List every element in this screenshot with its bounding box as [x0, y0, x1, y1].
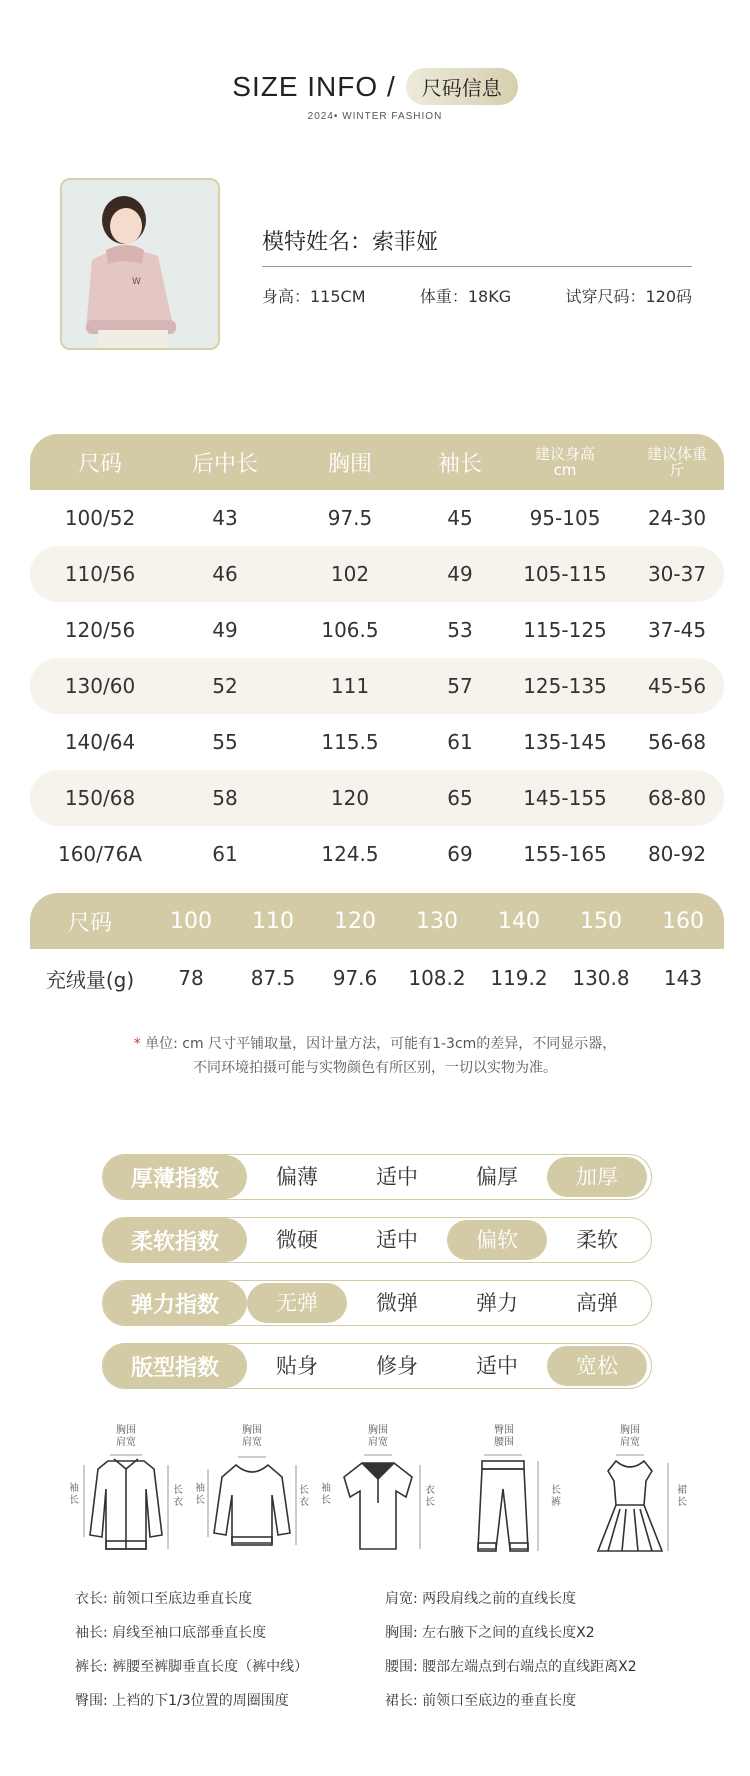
garment-left-label: 袖长	[69, 1483, 79, 1506]
index-option: 偏厚	[476, 1165, 518, 1189]
garment-right-label: 衣长	[425, 1485, 435, 1508]
table-cell: 46	[212, 562, 238, 586]
index-label: 厚薄指数	[103, 1155, 247, 1199]
garment-label: 臀围	[494, 1425, 514, 1436]
table-cell: 58	[212, 786, 238, 810]
table-cell: 125-135	[523, 674, 607, 698]
fill-header-label: 尺码	[67, 910, 112, 936]
garment-jacket	[68, 1425, 184, 1565]
index-option-selected: 偏软	[447, 1220, 547, 1260]
table-cell: 53	[447, 618, 473, 642]
table-cell: 145-155	[523, 786, 607, 810]
garment-left-label: 袖长	[321, 1483, 331, 1506]
page-header	[0, 68, 750, 122]
index-option: 高弹	[576, 1291, 618, 1315]
header-cell-height-label: 建议身高	[534, 445, 595, 463]
index-option: 微硬	[276, 1228, 318, 1252]
table-row	[30, 770, 724, 826]
index-option-selected: 加厚	[547, 1157, 647, 1197]
model-trial-size: 试穿尺码：120码	[565, 287, 692, 306]
index-option-selected: 宽松	[547, 1346, 647, 1386]
definition-item: 裤长: 裤腰至裤脚垂直长度（裤中线）	[75, 1659, 309, 1675]
fill-table-header	[30, 893, 724, 949]
table-cell: 49	[212, 618, 238, 642]
index-option: 偏薄	[276, 1165, 318, 1189]
jacket-icon	[68, 1425, 184, 1565]
fill-table-row	[30, 949, 724, 1007]
table-cell: 106.5	[321, 618, 379, 642]
table-cell: 57	[447, 674, 473, 698]
pants-icon	[446, 1425, 562, 1565]
size-table	[30, 434, 724, 882]
table-cell: 61	[212, 842, 238, 866]
table-cell: 30-37	[647, 562, 707, 586]
table-cell: 111	[330, 674, 370, 698]
table-cell: 24-30	[647, 506, 707, 530]
title-row	[0, 68, 750, 105]
garment-label: 肩宽	[620, 1437, 640, 1448]
header-cell-weight-unit: 斤	[669, 461, 685, 479]
definitions-right	[385, 1582, 637, 1718]
model-height: 身高：115CM	[262, 287, 366, 306]
definition-item: 袖长: 肩线至袖口底部垂直长度	[75, 1625, 267, 1641]
model-photo	[60, 178, 220, 350]
header-cell-weight	[630, 446, 724, 478]
index-row	[102, 1280, 652, 1326]
index-option: 适中	[376, 1165, 418, 1189]
table-cell: 43	[212, 506, 238, 530]
garment-sweater	[194, 1425, 310, 1565]
garment-label: 肩宽	[116, 1437, 136, 1448]
garment-dress	[572, 1425, 688, 1565]
fill-size: 120	[334, 908, 376, 934]
table-cell: 115.5	[321, 730, 379, 754]
divider	[262, 266, 692, 267]
table-cell: 52	[212, 674, 238, 698]
index-row	[102, 1154, 652, 1200]
header-cell: 尺码	[77, 451, 122, 477]
table-cell: 150/68	[64, 786, 136, 810]
index-option: 贴身	[276, 1354, 318, 1378]
garment-diagrams	[68, 1425, 688, 1565]
definition-item: 肩宽: 两段肩线之前的直线长度	[385, 1591, 577, 1607]
fill-size: 140	[498, 908, 540, 934]
index-option: 柔软	[576, 1228, 618, 1252]
note-line-1	[0, 1032, 750, 1056]
svg-text:W: W	[132, 277, 141, 287]
page-subtitle: 2024• WINTER FASHION	[307, 111, 443, 122]
fill-value: 97.6	[332, 966, 378, 990]
garment-left-label: 袖长	[195, 1483, 205, 1506]
fill-row-label: 充绒量(g)	[45, 967, 135, 992]
table-cell: 155-165	[523, 842, 607, 866]
table-cell: 49	[447, 562, 473, 586]
header-cell: 袖长	[437, 451, 482, 477]
size-table-header	[30, 434, 724, 490]
table-cell: 110/56	[64, 562, 136, 586]
fill-size: 150	[580, 908, 622, 934]
garment-label: 胸围	[116, 1425, 136, 1436]
definition-item: 裙长: 前领口至底边的垂直长度	[385, 1693, 577, 1709]
header-cell-height	[500, 446, 630, 478]
table-cell: 45-56	[647, 674, 707, 698]
index-option: 微弹	[376, 1291, 418, 1315]
note-line-2: 不同环境拍摄可能与实物颜色有所区别，一切以实物为准。	[193, 1060, 557, 1076]
index-row	[102, 1217, 652, 1263]
note-text-1: 单位: cm 尺寸平铺取量，因计量方法，可能有1-3cm的差异，不同显示器，	[145, 1036, 617, 1052]
garment-label: 胸围	[620, 1425, 640, 1436]
fill-value: 108.2	[408, 966, 466, 990]
table-cell: 130/60	[64, 674, 136, 698]
table-cell: 55	[212, 730, 238, 754]
garment-right-label: 裙长	[677, 1485, 687, 1508]
table-cell: 100/52	[64, 506, 136, 530]
model-illustration	[62, 180, 218, 348]
model-name: 模特姓名：索菲娅	[262, 230, 439, 255]
index-label: 弹力指数	[103, 1281, 247, 1325]
table-cell: 120/56	[64, 618, 136, 642]
garment-label: 肩宽	[242, 1437, 262, 1448]
table-cell: 69	[447, 842, 473, 866]
fill-value: 143	[663, 966, 703, 990]
table-cell: 105-115	[523, 562, 607, 586]
table-cell: 65	[447, 786, 473, 810]
garment-label: 肩宽	[368, 1437, 388, 1448]
garment-polo	[320, 1425, 436, 1565]
measurement-note	[0, 1032, 750, 1080]
fill-size: 100	[170, 908, 212, 934]
index-option: 适中	[476, 1354, 518, 1378]
header-cell-weight-label: 建议体重	[646, 445, 707, 463]
fill-value: 78	[178, 966, 204, 990]
table-cell: 56-68	[647, 730, 707, 754]
table-cell: 68-80	[647, 786, 707, 810]
garment-right-label: 长裤	[551, 1485, 561, 1508]
definition-item: 臀围: 上裆的下1/3位置的周圈围度	[75, 1693, 289, 1709]
index-option-selected: 无弹	[247, 1283, 347, 1323]
index-label: 柔软指数	[103, 1218, 247, 1262]
table-cell: 160/76A	[57, 842, 143, 866]
model-stats	[262, 284, 692, 307]
dress-icon	[572, 1425, 688, 1565]
fill-size: 130	[416, 908, 458, 934]
garment-pants	[446, 1425, 562, 1565]
table-cell: 102	[330, 562, 370, 586]
index-option: 适中	[376, 1228, 418, 1252]
fill-value: 130.8	[572, 966, 630, 990]
garment-right-label: 长衣	[173, 1485, 183, 1508]
polo-icon	[320, 1425, 436, 1565]
table-cell: 95-105	[529, 506, 601, 530]
index-row	[102, 1343, 652, 1389]
size-table-body	[30, 490, 724, 882]
header-cell: 后中长	[191, 451, 258, 477]
definition-item: 衣长: 前领口至底边垂直长度	[75, 1591, 253, 1607]
header-cell-height-unit: cm	[553, 461, 577, 479]
table-cell: 115-125	[523, 618, 607, 642]
note-star: *	[133, 1036, 141, 1052]
table-row	[30, 714, 724, 770]
table-row	[30, 546, 724, 602]
fill-table	[30, 893, 724, 1007]
garment-label: 腰围	[494, 1437, 514, 1448]
header-cell: 胸围	[327, 451, 372, 477]
table-row	[30, 658, 724, 714]
fill-size: 110	[252, 908, 294, 934]
index-option: 弹力	[476, 1291, 518, 1315]
fill-size: 160	[662, 908, 704, 934]
garment-label: 胸围	[242, 1425, 262, 1436]
table-cell: 97.5	[327, 506, 373, 530]
table-cell: 45	[447, 506, 473, 530]
definitions-left	[75, 1582, 308, 1718]
garment-label: 胸围	[368, 1425, 388, 1436]
table-cell: 37-45	[647, 618, 707, 642]
table-row	[30, 826, 724, 882]
table-row	[30, 602, 724, 658]
model-weight: 体重：18KG	[419, 287, 512, 306]
table-cell: 120	[330, 786, 370, 810]
table-row	[30, 490, 724, 546]
definition-item: 腰围: 腰部左端点到右端点的直线距离X2	[385, 1659, 637, 1675]
definition-item: 胸围: 左右腋下之间的直线长度X2	[385, 1625, 595, 1641]
page-title-en: SIZE INFO /	[232, 70, 396, 102]
sweater-icon	[194, 1425, 310, 1565]
table-cell: 124.5	[321, 842, 379, 866]
table-cell: 61	[447, 730, 473, 754]
table-cell: 140/64	[64, 730, 136, 754]
index-option: 修身	[376, 1354, 418, 1378]
page-title-cn: 尺码信息	[406, 68, 518, 105]
garment-right-label: 长衣	[299, 1485, 309, 1508]
index-label: 版型指数	[103, 1344, 247, 1388]
fill-value: 87.5	[250, 966, 296, 990]
fill-value: 119.2	[490, 966, 548, 990]
table-cell: 135-145	[523, 730, 607, 754]
table-cell: 80-92	[647, 842, 707, 866]
